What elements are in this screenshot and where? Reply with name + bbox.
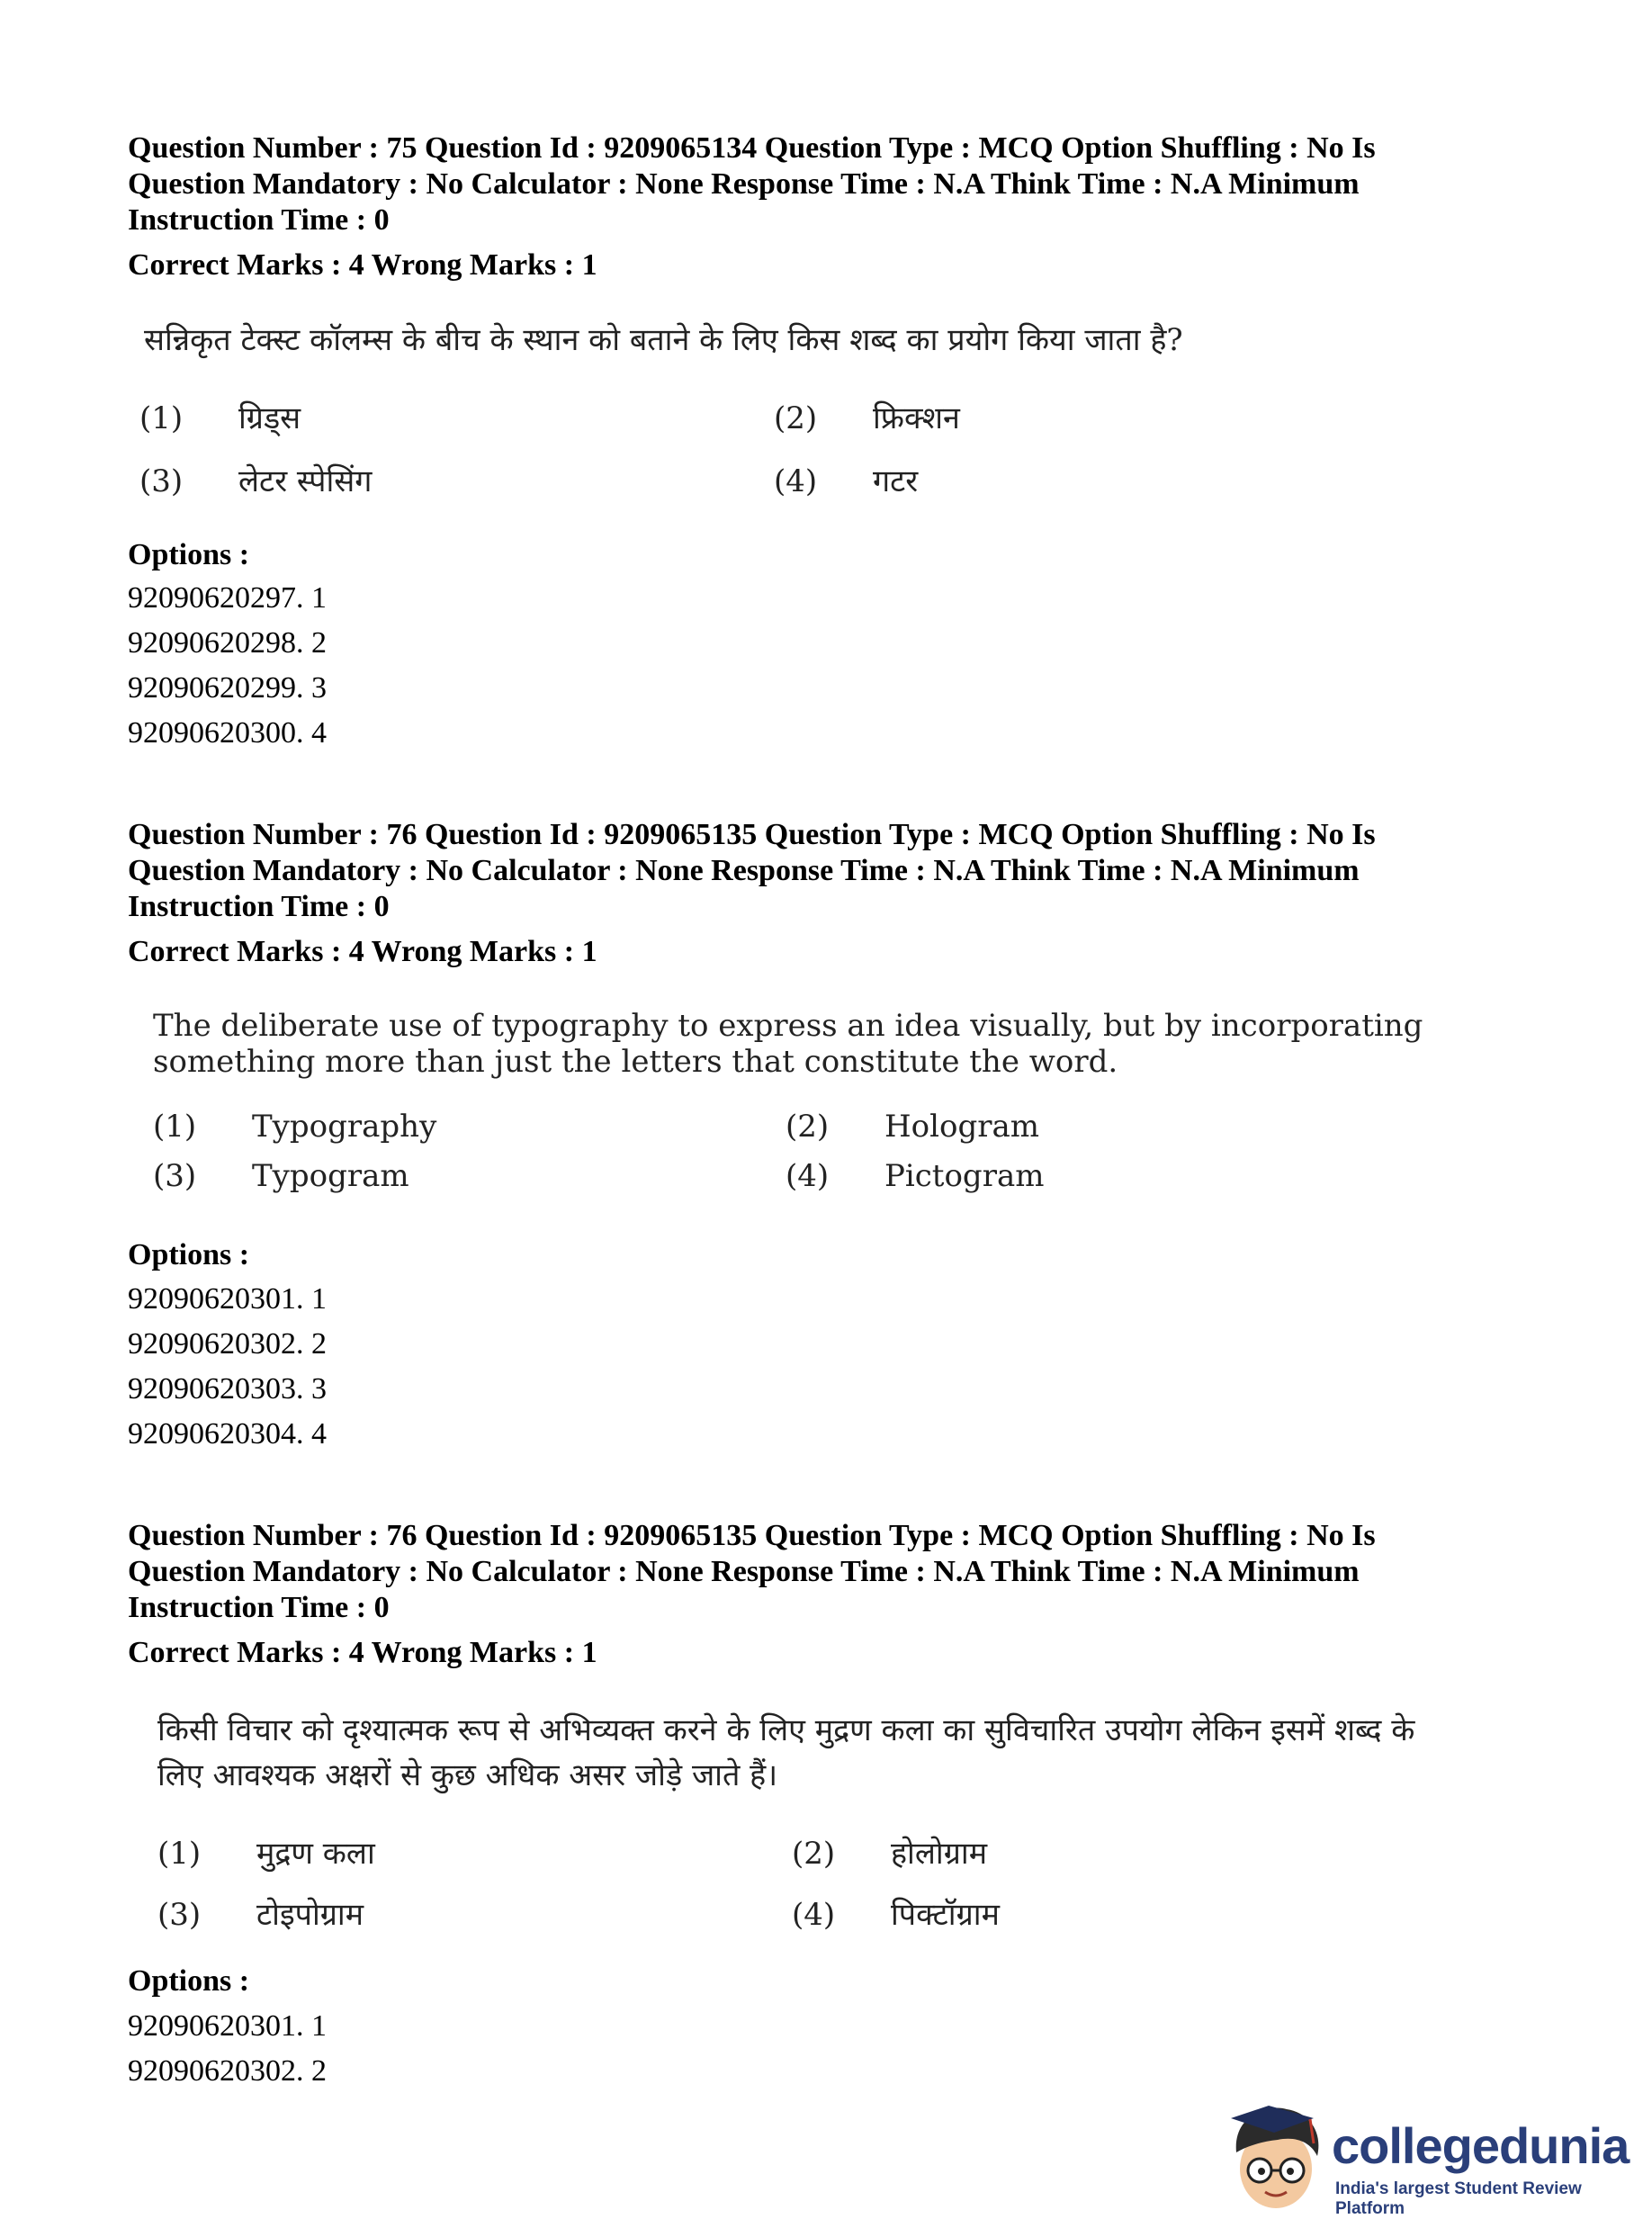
choice-item	[786, 1109, 1039, 1145]
choice-item	[153, 1109, 436, 1145]
option-id: 92090620300. 4	[128, 716, 327, 750]
option-id: 92090620299. 3	[128, 671, 327, 705]
choice-number: (1)	[153, 1109, 197, 1145]
choice-text: मुद्रण कला	[256, 1836, 375, 1872]
marks-line: Correct Marks : 4 Wrong Marks : 1	[128, 935, 597, 968]
choice-text: गटर	[873, 463, 919, 499]
option-id: 92090620301. 1	[128, 2009, 327, 2043]
choice-number: (3)	[139, 463, 184, 499]
question-header: Question Number : 76 Question Id : 9209065135 Question Type : MCQ Option Shuffling : No Is Question Mandatory : No Calculator : None Response Time : N.A Think Time : N.A Minimum Instruction Time : 0	[128, 1519, 1376, 1624]
question-header: Question Number : 76 Question Id : 9209065135 Question Type : MCQ Option Shuffling : No Is Question Mandatory : No Calculator : None Response Time : N.A Think Time : N.A Minimum Instruction Time : 0	[128, 818, 1376, 923]
student-mascot-icon	[1224, 2097, 1332, 2214]
choice-item	[786, 1158, 1044, 1194]
choice-number: (4)	[786, 1158, 830, 1194]
options-label: Options :	[128, 1964, 250, 1998]
logo-tagline: India's largest Student Review Platform	[1335, 2179, 1582, 2218]
choice-number: (2)	[786, 1109, 830, 1145]
choice-item	[139, 459, 372, 500]
choice-text: Hologram	[884, 1109, 1039, 1145]
options-label: Options :	[128, 1238, 250, 1271]
marks-line: Correct Marks : 4 Wrong Marks : 1	[128, 248, 597, 282]
logo-name: collegedunia	[1332, 2117, 1630, 2174]
choice-number: (2)	[774, 400, 818, 436]
choice-item	[792, 1892, 1000, 1934]
options-label: Options :	[128, 538, 250, 571]
collegedunia-logo[interactable]	[1224, 2097, 1638, 2218]
choice-item	[774, 459, 918, 500]
choice-text: ग्रिड्स	[238, 400, 301, 436]
choice-text: पिक्टॉग्राम	[891, 1897, 1000, 1933]
choice-number: (2)	[792, 1836, 836, 1872]
choice-text: फ्रिक्शन	[873, 400, 960, 436]
choice-number: (4)	[792, 1897, 836, 1933]
question-text: किसी विचार को दृश्यात्मक रूप से अभिव्यक्त करने के लिए मुद्रण कला का सुविचारित उपयोग लेकिन इसमें शब्द के लिए आवश्यक अक्षरों से कुछ अधिक असर जोड़े जाते हैं।	[157, 1712, 1415, 1793]
choice-item	[792, 1831, 987, 1873]
choice-item	[774, 396, 960, 437]
choice-text: लेटर स्पेसिंग	[238, 463, 373, 499]
choice-text: टोइपोग्राम	[256, 1897, 364, 1933]
option-id: 92090620302. 2	[128, 1327, 327, 1361]
choice-item	[153, 1158, 409, 1194]
choice-number: (3)	[157, 1897, 202, 1933]
choice-text: Typogram	[252, 1158, 409, 1194]
choice-number: (1)	[139, 400, 184, 436]
option-id: 92090620298. 2	[128, 626, 327, 660]
choice-number: (3)	[153, 1158, 197, 1194]
option-id: 92090620297. 1	[128, 581, 327, 615]
choice-item	[139, 396, 301, 437]
option-id: 92090620302. 2	[128, 2054, 327, 2088]
choice-item	[157, 1892, 364, 1934]
choice-number: (1)	[157, 1836, 202, 1872]
choice-number: (4)	[774, 463, 818, 499]
choice-item	[157, 1831, 375, 1873]
choice-text: होलोग्राम	[891, 1836, 988, 1872]
question-text: The deliberate use of typography to express an idea visually, but by incorporating something more than just the letters that constitute the word.	[153, 1008, 1423, 1080]
option-id: 92090620303. 3	[128, 1372, 327, 1406]
choice-text: Pictogram	[884, 1158, 1045, 1194]
choice-text: Typography	[252, 1109, 437, 1145]
question-text: सन्निकृत टेक्स्ट कॉलम्स के बीच के स्थान को बताने के लिए किस शब्द का प्रयोग किया जाता है?	[144, 322, 1183, 358]
question-header: Question Number : 75 Question Id : 9209065134 Question Type : MCQ Option Shuffling : No Is Question Mandatory : No Calculator : None Response Time : N.A Think Time : N.A Minimum Instruction Time : 0	[128, 131, 1376, 237]
marks-line: Correct Marks : 4 Wrong Marks : 1	[128, 1636, 597, 1669]
option-id: 92090620304. 4	[128, 1417, 327, 1451]
option-id: 92090620301. 1	[128, 1282, 327, 1316]
